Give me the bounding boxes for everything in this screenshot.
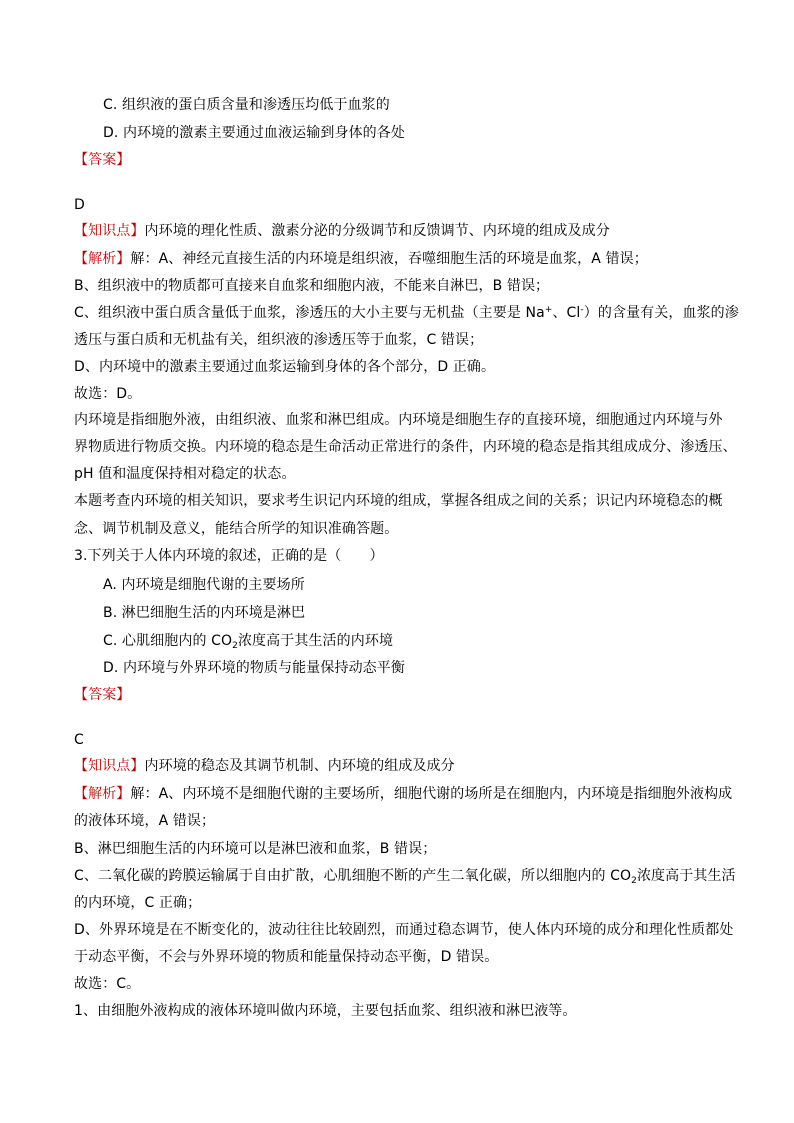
q3-note: 1、由细胞外液构成的液体环境叫做内环境，主要包括血浆、组织液和淋巴液等。 [74, 1003, 577, 1019]
q3-knowledge-point [74, 757, 724, 775]
q2-summary-line: 念、调节机制及意义，能结合所学的知识准确答题。 [74, 521, 399, 537]
q3-answer-header: 【答案】 [74, 687, 131, 703]
q3-stem: 3.下列关于人体内环境的叙述，正确的是（ ） [74, 548, 384, 564]
q2-option-d: D. 内环境的激素主要通过血液运输到身体的各处 [103, 125, 405, 141]
q2-summary-line: 本题考查内环境的相关知识，要求考生识记内环境的组成，掌握各组成之间的关系；识记内环境稳态的概 [74, 493, 723, 509]
q3-analysis-line: 的内环境，C 正确； [74, 895, 202, 911]
q3-analysis-line: 的液体环境，A 错误； [74, 813, 216, 829]
option-text: 浓度高于其生活的内环境 [237, 633, 394, 649]
q3-choice: 故选：C。 [74, 976, 141, 992]
analysis-text: ）的含量有关，血浆的渗 [583, 305, 739, 321]
subscript: 2 [631, 876, 637, 886]
analysis-text: 、Cl [552, 305, 581, 321]
q2-summary-line: pH 值和温度保持相对稳定的状态。 [74, 466, 296, 482]
knowledge-point-label: 【知识点】 [74, 758, 145, 774]
q2-choice: 故选：D。 [74, 386, 142, 402]
q2-option-c: C. 组织液的蛋白质含量和渗透压均低于血浆的 [103, 97, 390, 113]
q2-answer-header: 【答案】 [74, 152, 131, 168]
q3-analysis-line: 于动态平衡，不会与外界环境的物质和能量保持动态平衡，D 错误。 [74, 949, 499, 965]
q3-analysis-line: D、外界环境是在不断变化的，波动往往比较剧烈，而通过稳态调节，使人体内环境的成分和理化性质都处 [74, 922, 734, 938]
analysis-text: 解：A、神经元直接生活的内环境是组织液，吞噬细胞生活的环境是血浆，A 错误； [130, 251, 648, 267]
analysis-text: C、组织液中蛋白质含量低于血浆，渗透压的大小主要与无机盐（主要是 Na [74, 305, 545, 321]
q2-analysis-line: B、组织液中的物质都可直接来自血浆和细胞内液，不能来自淋巴，B 错误； [74, 278, 550, 294]
analysis-text: 解：A、内环境不是细胞代谢的主要场所，细胞代谢的场所是在细胞内，内环境是指细胞外液构成 [130, 786, 733, 802]
q2-analysis-line [74, 250, 724, 268]
q3-analysis-line [74, 785, 733, 803]
superscript: + [544, 305, 553, 315]
q2-answer: D [74, 197, 85, 213]
q3-option-c [103, 632, 753, 650]
q3-analysis-line [74, 867, 736, 886]
q3-option-d: D. 内环境与外界环境的物质与能量保持动态平衡 [103, 660, 405, 676]
superscript: - [580, 305, 584, 315]
q3-answer: C [74, 732, 84, 748]
q2-summary-line: 内环境是指细胞外液，由组织液、血浆和淋巴组成。内环境是细胞生存的直接环境，细胞通过内环境与外 [74, 412, 723, 428]
q2-analysis-line [74, 304, 739, 322]
knowledge-point-label: 【知识点】 [74, 223, 145, 239]
option-text: C. 心肌细胞内的 CO [103, 633, 233, 649]
q2-summary-line: 界物质进行物质交换。内环境的稳态是生命活动正常进行的条件，内环境的稳态是指其组成成分、渗透压、 [74, 439, 737, 455]
knowledge-point-text: 内环境的理化性质、激素分泌的分级调节和反馈调节、内环境的组成及成分 [144, 223, 610, 239]
analysis-label: 【解析】 [74, 786, 131, 802]
q2-analysis-line: D、内环境中的激素主要通过血浆运输到身体的各个部分，D 正确。 [74, 359, 496, 375]
q2-analysis-line: 透压与蛋白质和无机盐有关，组织液的渗透压等于血浆，C 错误； [74, 332, 484, 348]
analysis-text: C、二氧化碳的跨膜运输属于自由扩散，心肌细胞不断的产生二氧化碳，所以细胞内的 CO [74, 868, 632, 884]
analysis-label: 【解析】 [74, 251, 131, 267]
subscript: 2 [232, 641, 238, 651]
knowledge-point-text: 内环境的稳态及其调节机制、内环境的组成及成分 [144, 758, 455, 774]
q3-option-b: B. 淋巴细胞生活的内环境是淋巴 [103, 605, 306, 621]
q3-option-a: A. 内环境是细胞代谢的主要场所 [103, 577, 305, 593]
q3-analysis-line: B、淋巴细胞生活的内环境可以是淋巴液和血浆，B 错误； [74, 841, 437, 857]
analysis-text: 浓度高于其生活 [636, 868, 736, 884]
q2-knowledge-point [74, 222, 724, 240]
